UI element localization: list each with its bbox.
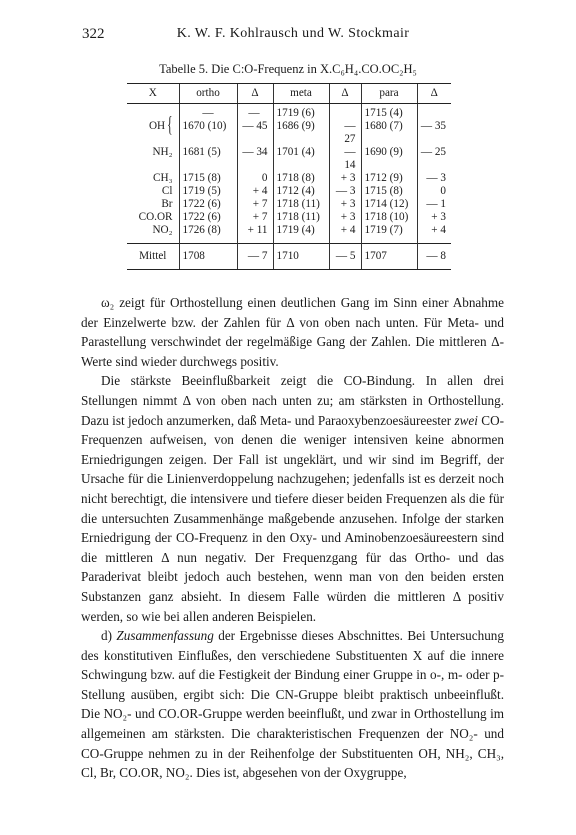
- column-header-delta-meta: Δ: [329, 84, 361, 104]
- table-cell: — 3: [417, 172, 451, 185]
- table-row: [127, 211, 451, 224]
- mittel-row: [127, 244, 451, 270]
- table-cell: 1718 (8): [273, 172, 329, 185]
- table-cell: 1719 (7): [361, 224, 417, 244]
- table-cell: 1719 (4): [273, 224, 329, 244]
- table-cell: 1681 (5): [179, 146, 237, 172]
- table-cell: 1722 (6): [179, 211, 237, 224]
- table-cell: — 8: [417, 244, 451, 270]
- table-row: [127, 146, 451, 172]
- table-cell: 1719 (6): [273, 104, 329, 121]
- table-cell: + 4: [417, 224, 451, 244]
- table-cell: + 3: [417, 211, 451, 224]
- page-header: [82, 26, 504, 46]
- table-cell: —: [179, 104, 237, 121]
- table-row: [127, 185, 451, 198]
- running-title: K. W. F. Kohlrausch und W. Stockmair: [176, 26, 410, 41]
- row-label: CH₃: [153, 172, 173, 184]
- paragraph: [81, 371, 504, 626]
- row-label: NO₂: [152, 224, 173, 236]
- table-cell: + 3: [329, 172, 361, 185]
- table-cell: 1714 (12): [361, 198, 417, 211]
- table-cell: + 3: [329, 198, 361, 211]
- table-cell: 1708: [179, 244, 237, 270]
- table-cell: 1726 (8): [179, 224, 237, 244]
- column-header-delta-para: Δ: [417, 84, 451, 104]
- paragraph-text: der Ergebnisse dieses Abschnittes. Bei Untersuchung des konstitutiven Einflußes, den verschiedene Substituenten X auf die innere Schwingung bzw. auf die Festigkeit der Bindung einer Gruppe in o-, m- oder p-Stellung ausüben, ergibt sich: Die CN-Gruppe bleibt praktisch unbeeinflußt. Die NO₂- und CO.OR-Gruppe werden beeinflußt, und zwar in Orthostellung im allgemeinen am stärksten. Die charakteristischen Frequenzen der NO₂- und CO-Gruppe nehmen zu in der Reihenfolge der Substituenten OH, NH₂, CH₃, Cl, Br, CO.OR, NO₂. Dies ist, abgesehen von der Oxygruppe,: [81, 628, 504, 781]
- section-heading: Zusammenfassung: [116, 628, 214, 644]
- section-label: d): [101, 628, 112, 644]
- table-cell: [417, 104, 451, 121]
- table-cell: 1719 (5): [179, 185, 237, 198]
- table-cell: 1690 (9): [361, 146, 417, 172]
- table-cell: 0: [237, 172, 273, 185]
- row-label-text: OH: [148, 120, 166, 132]
- column-header-para: para: [361, 84, 417, 104]
- table-caption: Tabelle 5. Die C:O-Frequenz in X.C₆H₄.CO.OC₂H₅: [159, 62, 417, 76]
- table-cell: + 7: [237, 211, 273, 224]
- table-cell: —: [237, 104, 273, 121]
- table-cell: — 25: [417, 146, 451, 172]
- table-cell: + 4: [329, 224, 361, 244]
- body-text: [81, 293, 504, 783]
- emphasis: zwei: [454, 412, 478, 428]
- table-cell: — 5: [329, 244, 361, 270]
- page-number: 322: [82, 26, 105, 42]
- table-cell: 1718 (11): [273, 198, 329, 211]
- table-cell: + 11: [237, 224, 273, 244]
- table-row: [127, 198, 451, 211]
- table-cell: 1686 (9): [273, 120, 329, 146]
- row-label: Br: [161, 198, 173, 210]
- table-cell: — 35: [417, 120, 451, 146]
- table-cell: 0: [417, 185, 451, 198]
- table-cell: — 34: [237, 146, 273, 172]
- paragraph: [81, 626, 504, 783]
- row-label: NH₂: [152, 146, 173, 158]
- table-cell: 1718 (10): [361, 211, 417, 224]
- table-cell: 1701 (4): [273, 146, 329, 172]
- table-cell: — 14: [329, 146, 361, 172]
- table-cell: 1712 (9): [361, 172, 417, 185]
- row-label: CO.OR: [138, 211, 173, 223]
- column-header-meta: meta: [273, 84, 329, 104]
- table-cell: 1670 (10): [179, 120, 237, 146]
- table-cell: + 7: [237, 198, 273, 211]
- column-header-ortho: ortho: [179, 84, 237, 104]
- column-header-delta-ortho: Δ: [237, 84, 273, 104]
- table-row: [127, 172, 451, 185]
- table-cell: 1715 (8): [179, 172, 237, 185]
- mittel-label: Mittel: [127, 244, 179, 270]
- frequency-table: [127, 83, 451, 270]
- brace-symbol: {: [167, 113, 173, 138]
- table-cell: 1707: [361, 244, 417, 270]
- table-cell: 1710: [273, 244, 329, 270]
- table-cell: 1722 (6): [179, 198, 237, 211]
- column-header-x: X: [127, 84, 179, 104]
- table-cell: 1715 (8): [361, 185, 417, 198]
- table-cell: [329, 104, 361, 121]
- table-row: [127, 104, 451, 121]
- row-label: Cl: [161, 185, 173, 197]
- table-header-row: [127, 84, 451, 104]
- table-cell: — 1: [417, 198, 451, 211]
- paragraph-text: Die stärkste Beeinflußbarkeit zeigt die CO-Bindung. In allen drei Stellungen nimmt Δ von oben nach unten zu; am stärksten in Orthostellung. Dazu ist jedoch anzumerken, daß Meta- und Paraoxybenzoesäureester: [81, 373, 504, 428]
- table-cell: 1712 (4): [273, 185, 329, 198]
- table-cell: 1680 (7): [361, 120, 417, 146]
- table-cell: 1718 (11): [273, 211, 329, 224]
- table-cell: — 7: [237, 244, 273, 270]
- paragraph: ω₂ zeigt für Orthostellung einen deutlichen Gang im Sinn einer Abnahme der Einzelwerte bzw. der Zahlen für Δ von oben nach unten. Für Meta- und Parastellung verschwindet der regelmäßige Gang der Zahlen. Die mittleren Δ-Werte sind wieder durchwegs positiv.: [81, 295, 504, 369]
- table-cell: — 27: [329, 120, 361, 146]
- table-cell: + 4: [237, 185, 273, 198]
- table-row: [127, 224, 451, 244]
- row-label: [127, 104, 179, 147]
- table-cell: + 3: [329, 211, 361, 224]
- table-cell: 1715 (4): [361, 104, 417, 121]
- table-cell: — 45: [237, 120, 273, 146]
- table-cell: — 3: [329, 185, 361, 198]
- paragraph-text: CO-Frequenzen aufweisen, von denen die weniger intensiven keine abnormen Erniedrigungen zeigen. Der Fall ist ungeklärt, und wir sind im Begriff, der Ursache für die Linienverdoppelung nachzugehen; jedenfalls ist es derzeit noch nicht berechtigt, die intensivere und tiefere dieser beiden Frequenzen als die für die untersuchten Zusammenhänge maßgebende anzusehen. Infolge der starken Erniedrigung der CO-Frequenz in den Oxy- und Aminobenzoesäureestern sind die mittleren Δ nun negativ. Der Frequenzgang für das Ortho- und das Paraderivat bleibt jedoch auch bestehen, wenn man von den beiden ersten Substanzen ganz absieht. In diesem Falle würden die mittleren Δ positiv werden, so wie bei allen anderen Beispielen.: [81, 412, 504, 624]
